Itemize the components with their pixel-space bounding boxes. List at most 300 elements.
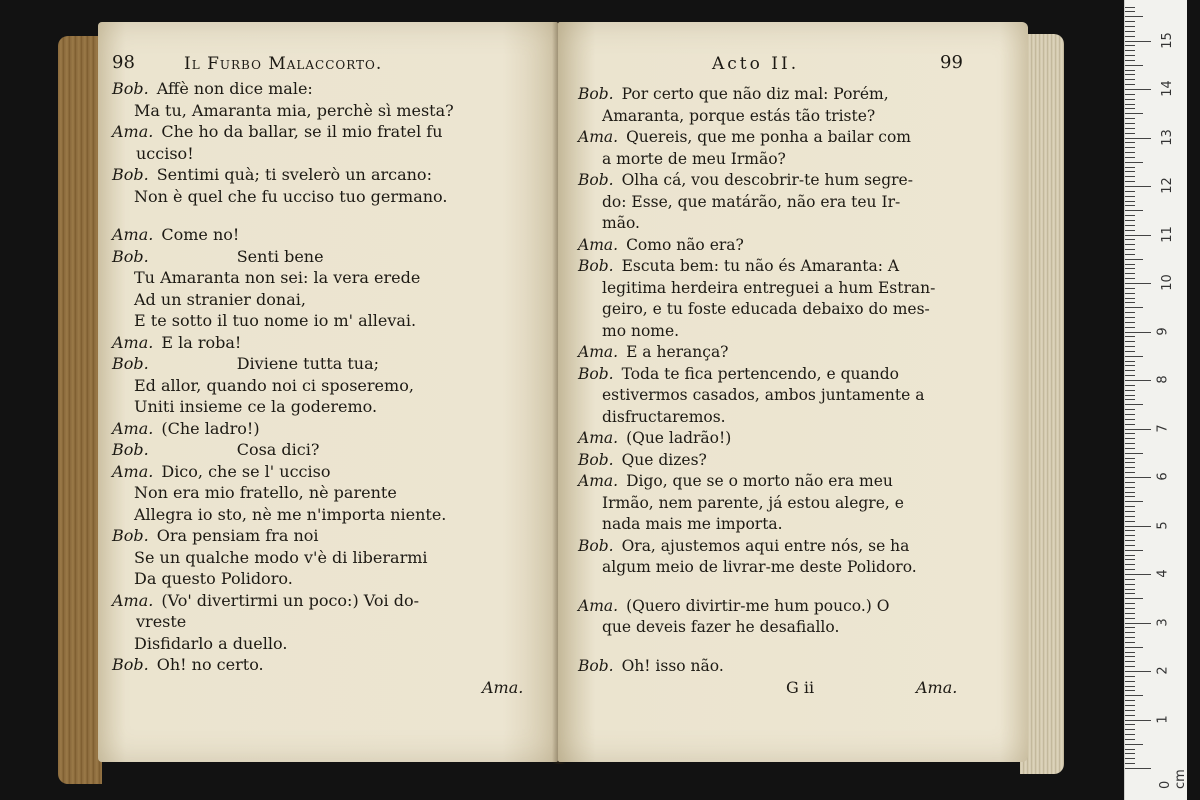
line-text: Escuta bem: tu não és Amaranta: A (621, 257, 900, 275)
speaker-label: Bob. (578, 536, 614, 555)
ruler-tick (1125, 758, 1135, 759)
right-running-title: Acto II. (712, 54, 800, 74)
ruler-tick (1125, 729, 1135, 730)
ruler-tick (1125, 462, 1135, 463)
ruler-cm-label: 13 (1159, 128, 1175, 146)
text-line (112, 482, 552, 504)
ruler-tick (1125, 41, 1151, 42)
line-text: Oh! isso não. (621, 656, 724, 675)
ruler-tick (1125, 273, 1135, 274)
ruler-tick (1125, 448, 1135, 449)
text-line (578, 278, 1018, 300)
ruler-tick (1125, 526, 1151, 527)
text-line (112, 418, 552, 440)
ruler-tick (1125, 79, 1135, 80)
ruler-tick (1125, 385, 1135, 386)
ruler-tick (1125, 710, 1135, 711)
ruler-tick (1125, 516, 1135, 517)
ruler-tick (1125, 671, 1151, 672)
ruler-unit-label: 0 cm (1158, 769, 1188, 789)
ruler-cm-label: 8 (1155, 375, 1171, 384)
ruler-tick (1125, 380, 1151, 381)
ruler-tick (1125, 487, 1135, 488)
line-text: do: Esse, que matárão, não era teu Ir- (602, 192, 901, 211)
ruler-tick (1125, 545, 1135, 546)
ruler-tick (1125, 235, 1151, 236)
speaker-label: Ama. (112, 590, 154, 610)
ruler-tick (1125, 128, 1135, 129)
line-text: legitima herdeira entreguei a hum Estran- (602, 278, 936, 297)
ruler-tick (1125, 589, 1135, 590)
ruler-tick (1125, 661, 1135, 662)
line-text: (Que ladrão!) (626, 429, 732, 447)
left-page-edges (58, 36, 102, 784)
ruler-tick (1125, 74, 1135, 75)
speaker-label: Ama. (112, 225, 154, 244)
ruler-tick (1125, 584, 1135, 585)
ruler-tick (1125, 298, 1135, 299)
line-text: Digo, que se o morto não era meu (626, 472, 893, 490)
text-line (112, 547, 552, 569)
text-line (578, 493, 1018, 515)
ruler-tick (1125, 496, 1135, 497)
ruler-tick (1125, 438, 1135, 439)
ruler-tick (1125, 167, 1135, 168)
right-page-number: 99 (940, 52, 963, 73)
ruler-cm-label: 3 (1155, 617, 1171, 627)
ruler-tick (1125, 196, 1135, 197)
ruler-tick (1125, 686, 1135, 687)
text-line (112, 310, 552, 332)
text-line (578, 536, 1018, 558)
line-text: Affè non dice male: (156, 79, 313, 98)
speaker-label: Bob. (112, 165, 149, 184)
ruler-tick (1125, 215, 1135, 216)
speaker-label: Ama. (578, 596, 619, 615)
line-text: Oh! no certo. (156, 655, 264, 674)
ruler-tick (1125, 244, 1135, 245)
text-line (112, 164, 552, 186)
speaker-label: Ama. (112, 418, 154, 438)
ruler-tick (1125, 312, 1135, 313)
ruler-tick (1125, 627, 1135, 628)
ruler-tick (1125, 361, 1135, 362)
line-text: Che ho da ballar, se il mio fratel fu (161, 122, 443, 141)
ruler-tick (1125, 176, 1135, 177)
ruler-cm-label: 11 (1159, 225, 1175, 243)
ruler-tick (1125, 70, 1135, 71)
line-text: Non è quel che fu ucciso tuo germano. (134, 186, 448, 206)
ruler-tick (1125, 351, 1135, 352)
ruler-tick (1125, 637, 1135, 638)
ruler-tick (1125, 65, 1143, 66)
speaker-label: Ama. (112, 461, 154, 481)
ruler-cm-label: 14 (1159, 80, 1175, 97)
ruler-tick (1125, 395, 1135, 396)
ruler-tick (1125, 419, 1135, 420)
left-catchword: Ama. (482, 678, 524, 697)
ruler-tick (1125, 453, 1143, 454)
left-page (98, 22, 558, 762)
ruler-tick (1125, 540, 1135, 541)
ruler-tick (1125, 482, 1135, 483)
ruler-tick (1125, 133, 1135, 134)
ruler-tick (1125, 302, 1135, 303)
ruler-tick (1125, 99, 1135, 100)
ruler-tick (1125, 104, 1135, 105)
text-line (578, 106, 1018, 128)
ruler-tick (1125, 467, 1135, 468)
line-text: mo nome. (602, 321, 680, 340)
text-line (112, 78, 552, 100)
text-line (112, 654, 552, 676)
line-text: E te sotto il tuo nome io m' allevai. (134, 311, 417, 330)
line-text: Come no! (161, 225, 240, 244)
signature-mark: G ii (786, 678, 815, 697)
ruler-cm-label: 1 (1155, 714, 1171, 724)
ruler-tick (1125, 705, 1135, 706)
ruler-tick (1125, 666, 1135, 667)
line-text: Amaranta, porque estás tão triste? (602, 106, 876, 125)
text-line (112, 186, 552, 208)
line-text: Toda te fica pertencendo, e quando (621, 364, 899, 383)
ruler-tick (1125, 574, 1151, 575)
ruler-tick (1125, 26, 1135, 27)
speaker-label: Bob. (112, 246, 149, 266)
text-line (578, 342, 1018, 364)
text-line (578, 299, 1018, 321)
ruler-tick (1125, 642, 1135, 643)
ruler-tick (1125, 550, 1143, 551)
left-page-text (112, 78, 552, 676)
ruler-tick (1125, 768, 1151, 769)
ruler-tick (1125, 724, 1135, 725)
blank-line (578, 639, 1018, 656)
line-text: geiro, e tu foste educada debaixo do mes- (602, 300, 930, 318)
ruler-tick (1125, 220, 1135, 221)
text-line (112, 396, 552, 418)
ruler-tick (1125, 744, 1143, 745)
text-line (578, 149, 1018, 171)
ruler-tick (1125, 94, 1135, 95)
text-line (578, 428, 1018, 450)
speaker-label: Ama. (578, 128, 619, 146)
ruler-tick (1125, 429, 1151, 430)
text-line (578, 596, 1018, 618)
ruler-cm-label: 5 (1155, 520, 1171, 530)
text-line (578, 170, 1018, 192)
line-text: Sentimi quà; ti svelerò un arcano: (156, 165, 432, 184)
ruler-tick (1125, 647, 1143, 648)
ruler-tick (1125, 613, 1135, 614)
ruler-tick (1125, 249, 1135, 250)
ruler-tick (1125, 763, 1135, 764)
ruler-tick (1125, 31, 1135, 32)
speaker-label: Bob. (578, 171, 614, 189)
ruler-tick (1125, 89, 1151, 90)
ruler-tick (1125, 239, 1135, 240)
ruler-tick (1125, 506, 1135, 507)
speaker-label: Bob. (578, 257, 614, 275)
ruler-tick (1125, 142, 1135, 143)
line-text: ucciso! (136, 143, 194, 163)
line-text: Senti bene (236, 246, 324, 266)
text-line (578, 127, 1018, 149)
ruler-tick (1125, 21, 1135, 22)
ruler-cm-label: 4 (1155, 569, 1171, 578)
ruler-tick (1125, 327, 1135, 328)
ruler-tick (1125, 690, 1135, 691)
text-line (578, 514, 1018, 536)
line-text: algum meio de livrar-me deste Polidoro. (602, 558, 917, 576)
ruler-tick (1125, 162, 1143, 163)
text-line (112, 332, 552, 354)
ruler-cm-label: 9 (1155, 326, 1171, 336)
ruler-tick (1125, 623, 1151, 624)
ruler-tick (1125, 225, 1135, 226)
blank-line (112, 207, 552, 224)
text-line (578, 407, 1018, 429)
line-text: Dico, che se l' ucciso (161, 461, 331, 481)
text-line (578, 656, 1018, 678)
ruler-tick (1125, 346, 1135, 347)
text-line (112, 590, 552, 612)
speaker-label: Bob. (112, 526, 149, 545)
line-text: Cosa dici? (236, 440, 320, 459)
ruler-tick (1125, 492, 1135, 493)
ruler-tick (1125, 322, 1135, 323)
ruler-tick (1125, 375, 1135, 376)
measurement-ruler (1124, 0, 1187, 800)
ruler-tick (1125, 341, 1135, 342)
speaker-label: Ama. (112, 122, 154, 141)
text-line (112, 525, 552, 547)
ruler-tick (1125, 7, 1135, 8)
line-text: vreste (136, 612, 187, 631)
ruler-tick (1125, 264, 1135, 265)
ruler-tick (1125, 676, 1135, 677)
text-line (112, 267, 552, 289)
line-text: Disfidarlo a duello. (134, 633, 288, 653)
ruler-tick (1125, 477, 1151, 478)
line-text: que deveis fazer he desafiallo. (602, 618, 840, 636)
ruler-tick (1125, 123, 1135, 124)
speaker-label: Bob. (112, 440, 149, 459)
ruler-tick (1125, 336, 1135, 337)
ruler-tick (1125, 181, 1135, 182)
text-line (112, 224, 552, 246)
text-line (578, 364, 1018, 386)
speaker-label: Bob. (112, 354, 149, 373)
speaker-label: Ama. (578, 343, 619, 361)
ruler-tick (1125, 45, 1135, 46)
ruler-tick (1125, 50, 1135, 51)
line-text: a morte de meu Irmão? (602, 149, 786, 168)
line-text: Quereis, que me ponha a bailar com (626, 128, 911, 146)
text-line (112, 246, 552, 268)
ruler-tick (1125, 230, 1135, 231)
text-line (112, 611, 552, 633)
ruler-tick (1125, 720, 1151, 721)
line-text: Por certo que não diz mal: Porém, (621, 85, 889, 103)
ruler-tick (1125, 511, 1135, 512)
right-page (558, 22, 1028, 762)
ruler-tick (1125, 55, 1135, 56)
text-line (578, 321, 1018, 343)
ruler-tick (1125, 11, 1135, 12)
text-line (578, 471, 1018, 493)
ruler-tick (1125, 443, 1135, 444)
ruler-tick (1125, 608, 1135, 609)
ruler-tick (1125, 356, 1143, 357)
speaker-label: Bob. (578, 656, 614, 675)
ruler-tick (1125, 535, 1135, 536)
open-book (58, 22, 1068, 780)
ruler-tick (1125, 632, 1135, 633)
ruler-tick (1125, 695, 1143, 696)
ruler-tick (1125, 138, 1151, 139)
text-line (112, 504, 552, 526)
line-text: Ed allor, quando noi ci sposeremo, (134, 375, 414, 395)
ruler-tick (1125, 118, 1135, 119)
line-text: Diviene tutta tua; (236, 354, 380, 373)
ruler-tick (1125, 753, 1135, 754)
line-text: Non era mio fratello, nè parente (134, 483, 397, 502)
ruler-tick (1125, 652, 1135, 653)
line-text: estivermos casados, ambos juntamente a (602, 386, 925, 404)
ruler-tick (1125, 564, 1135, 565)
ruler-tick (1125, 656, 1135, 657)
text-line (578, 617, 1018, 639)
ruler-tick (1125, 555, 1135, 556)
ruler-tick (1125, 186, 1151, 187)
ruler-tick (1125, 210, 1143, 211)
ruler-tick (1125, 501, 1143, 502)
line-text: Ad un stranier donai, (134, 289, 306, 309)
speaker-label: Ama. (112, 332, 154, 352)
ruler-tick (1125, 254, 1135, 255)
line-text: (Che ladro!) (161, 418, 260, 438)
ruler-tick (1125, 332, 1151, 333)
text-line (112, 633, 552, 655)
text-line (578, 557, 1018, 579)
ruler-tick (1125, 618, 1135, 619)
ruler-tick (1125, 152, 1135, 153)
ruler-tick (1125, 409, 1135, 410)
line-text: Que dizes? (621, 450, 707, 469)
text-line (578, 256, 1018, 278)
line-text: (Vo' divertirmi un poco:) Voi do- (161, 590, 419, 610)
ruler-tick (1125, 268, 1135, 269)
speaker-label: Bob. (578, 450, 614, 469)
text-line (112, 461, 552, 483)
ruler-tick (1125, 734, 1135, 735)
speaker-label: Bob. (578, 85, 614, 103)
ruler-tick (1125, 598, 1143, 599)
ruler-tick (1125, 171, 1135, 172)
ruler-tick (1125, 147, 1135, 148)
right-catchword: Ama. (916, 678, 958, 697)
ruler-cm-label: 10 (1159, 274, 1175, 291)
ruler-tick (1125, 84, 1135, 85)
ruler-cm-label: 15 (1159, 31, 1175, 49)
speaker-label: Bob. (112, 79, 149, 98)
ruler-cm-label: 6 (1155, 472, 1171, 481)
line-text: mão. (602, 214, 640, 232)
speaker-label: Bob. (578, 364, 614, 383)
line-text: Da questo Polidoro. (134, 569, 293, 588)
ruler-tick (1125, 715, 1135, 716)
ruler-tick (1125, 278, 1135, 279)
speaker-label: Ama. (578, 472, 619, 490)
ruler-tick (1125, 60, 1135, 61)
speaker-label: Bob. (112, 655, 149, 674)
line-text: disfructaremos. (602, 407, 726, 426)
text-line (578, 450, 1018, 472)
ruler-tick (1125, 370, 1135, 371)
ruler-tick (1125, 390, 1135, 391)
text-line (112, 121, 552, 143)
speaker-label: Ama. (578, 429, 619, 447)
ruler-tick (1125, 36, 1135, 37)
line-text: Ora, ajustemos aqui entre nós, se ha (621, 536, 910, 555)
ruler-tick (1125, 157, 1135, 158)
line-text: Se un qualche modo v'è di liberarmi (134, 547, 428, 567)
ruler-cm-label: 12 (1159, 177, 1175, 194)
left-page-number: 98 (112, 52, 135, 73)
line-text: Uniti insieme ce la goderemo. (134, 397, 378, 416)
text-line (112, 289, 552, 311)
ruler-tick (1125, 603, 1135, 604)
text-line (578, 84, 1018, 106)
line-text: Irmão, nem parente, já estou alegre, e (602, 493, 904, 512)
ruler-tick (1125, 579, 1135, 580)
ruler-cm-label: 7 (1155, 423, 1171, 433)
ruler-tick (1125, 569, 1135, 570)
line-text: E la roba! (161, 332, 242, 352)
ruler-tick (1125, 593, 1135, 594)
ruler-tick (1125, 16, 1143, 17)
ruler-tick (1125, 559, 1135, 560)
text-line (578, 385, 1018, 407)
ruler-tick (1125, 201, 1135, 202)
ruler-tick (1125, 458, 1135, 459)
ruler-tick (1125, 749, 1135, 750)
ruler-tick (1125, 259, 1143, 260)
ruler-tick (1125, 307, 1143, 308)
ruler-tick (1125, 205, 1135, 206)
ruler-tick (1125, 472, 1135, 473)
line-text: (Quero divirtir-me hum pouco.) O (626, 596, 890, 615)
ruler-tick (1125, 108, 1135, 109)
right-page-text (578, 84, 1018, 677)
line-text: Ma tu, Amaranta mia, perchè sì mesta? (134, 100, 454, 120)
ruler-tick (1125, 424, 1135, 425)
ruler-tick (1125, 700, 1135, 701)
ruler-tick (1125, 399, 1135, 400)
ruler-tick (1125, 681, 1135, 682)
ruler-tick (1125, 739, 1135, 740)
ruler-tick (1125, 113, 1143, 114)
line-text: E a herança? (626, 343, 729, 361)
line-text: Olha cá, vou descobrir-te hum segre- (621, 171, 913, 189)
ruler-tick (1125, 404, 1143, 405)
line-text: nada mais me importa. (602, 515, 783, 533)
text-line (112, 439, 552, 461)
ruler-tick (1125, 288, 1135, 289)
left-running-title: Il Furbo Malaccorto. (184, 54, 383, 74)
ruler-tick (1125, 530, 1135, 531)
